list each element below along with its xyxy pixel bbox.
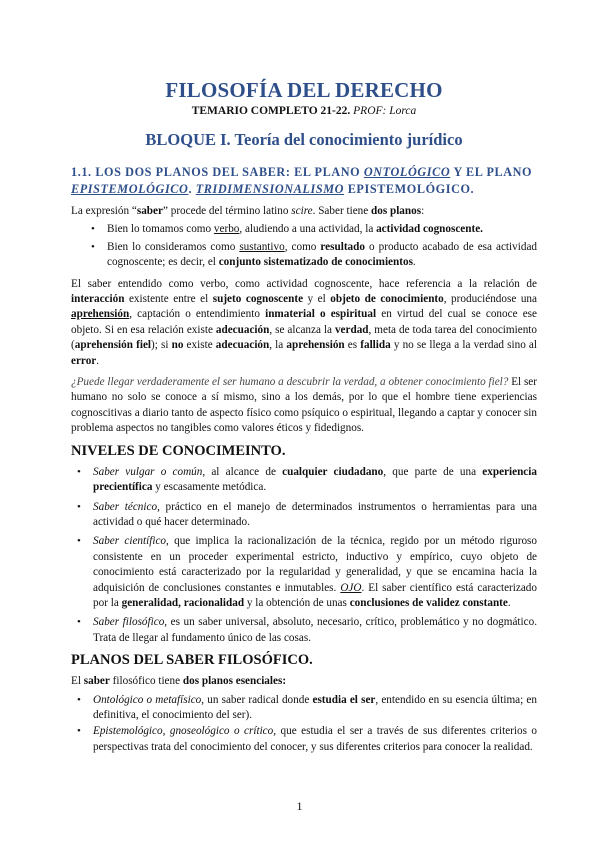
verbo-paragraph: El saber entendido como verbo, como actividad cognoscente, hace referencia a la relación de interacción existente entre el sujeto cognoscente y el objeto de conocimiento, produciéndose una aprehensión, captación o entendimiento inmaterial o espiritual en virtud del cual se conoce ese objeto. Si en esa relación existe adecuación, se alcanza la verdad, meta de toda tarea del conocimiento (aprehensión fiel); si no existe adecuación, la aprehensión es fallida y no se llega a la verdad sino al error.	[71, 277, 538, 367]
question-paragraph: ¿Puede llegar verdaderamente el ser humano a descubrir la verdad, a obtener conocimiento fiel? El ser humano no solo se conoce a sí mismo, sino a los demás, por lo que el hombre tiene experiencias cognoscitivas a diario tanto de aspecto físico como psíquico o espiritual, llegando a captar y conocer sin problema aspectos no tangibles como valores éticos y fidedignos.	[71, 376, 537, 435]
section-heading-1-1: 1.1. LOS DOS PLANOS DEL SABER: EL PLANO ONTOLÓGICO Y EL PLANO EPISTEMOLÓGICO. TRIDIMENSIONALISMO EPISTEMOLÓGICO.	[71, 165, 533, 196]
planos-list	[71, 693, 537, 756]
planos-intro: El saber filosófico tiene dos planos esenciales:	[71, 675, 287, 688]
list-item: • Saber científico, que implica la racionalización de la técnica, regido por un método riguroso consistente en un proceder experimental estricto, inductivo y empírico, cuyo objeto de conocimiento está caracterizado por la regularidad y generalidad, y que se encamina hacia la adquisición de conclusiones constantes e inmutables. OJO. El saber científico está caracterizado por la generalidad, racionalidad y la obtención de unas conclusiones de validez constante.	[77, 535, 537, 609]
list-item: • Saber técnico, práctico en el manejo de determinados instrumentos o herramientas para una actividad o qué hacer determinado.	[77, 500, 537, 528]
bullet-icon: •	[77, 725, 81, 738]
bullet-icon: •	[77, 693, 81, 706]
list-item: • Epistemológico, gnoseológico o crítico, que estudia el ser a través de sus diferentes criterios o perspectivas trata del conocimiento del conocer, y sus diferentes criterios para conocer la realidad.	[77, 725, 537, 753]
bullet-icon: •	[77, 616, 81, 629]
list-item: • Saber filosófico, es un saber universal, absoluto, necesario, crítico, problemático y no dogmático. Trata de llegar al fundamento único de las cosas.	[77, 616, 537, 644]
list-item: • Saber vulgar o común, al alcance de cualquier ciudadano, que parte de una experiencia precientífica y escasamente metódica.	[77, 465, 537, 494]
document-page	[71, 78, 537, 756]
list-item: • Bien lo tomamos como verbo, aludiendo a una actividad, la actividad cognoscente.	[71, 222, 537, 237]
planes-list	[71, 222, 537, 270]
list-item: • Bien lo consideramos como sustantivo, como resultado o producto acabado de esa actividad cognoscente; es decir, el conjunto sistematizado de conocimientos.	[91, 240, 538, 269]
bullet-icon: •	[77, 465, 81, 478]
document-subtitle: TEMARIO COMPLETO 21-22. PROF: Lorca	[191, 105, 417, 117]
block-title: BLOQUE I. Teoría del conocimiento jurídico	[145, 130, 463, 149]
bullet-icon: •	[91, 223, 95, 236]
bullet-icon: •	[77, 500, 81, 513]
bullet-icon: •	[91, 240, 95, 253]
planos-heading: PLANOS DEL SABER FILOSÓFICO.	[71, 652, 313, 669]
page-number: 1	[296, 799, 303, 813]
document-title: FILOSOFÍA DEL DERECHO	[165, 78, 443, 102]
niveles-heading: NIVELES DE CONOCIMEINTO.	[71, 442, 286, 459]
list-item: • Ontológico o metafísico, un saber radical donde estudia el ser, entendido en su esencia última; en definitiva, el conocimiento del ser).	[77, 693, 537, 721]
bullet-icon: •	[77, 535, 81, 548]
niveles-list	[71, 465, 537, 646]
intro-paragraph: La expresión “saber” procede del término latino scire. Saber tiene dos planos:	[71, 205, 425, 217]
